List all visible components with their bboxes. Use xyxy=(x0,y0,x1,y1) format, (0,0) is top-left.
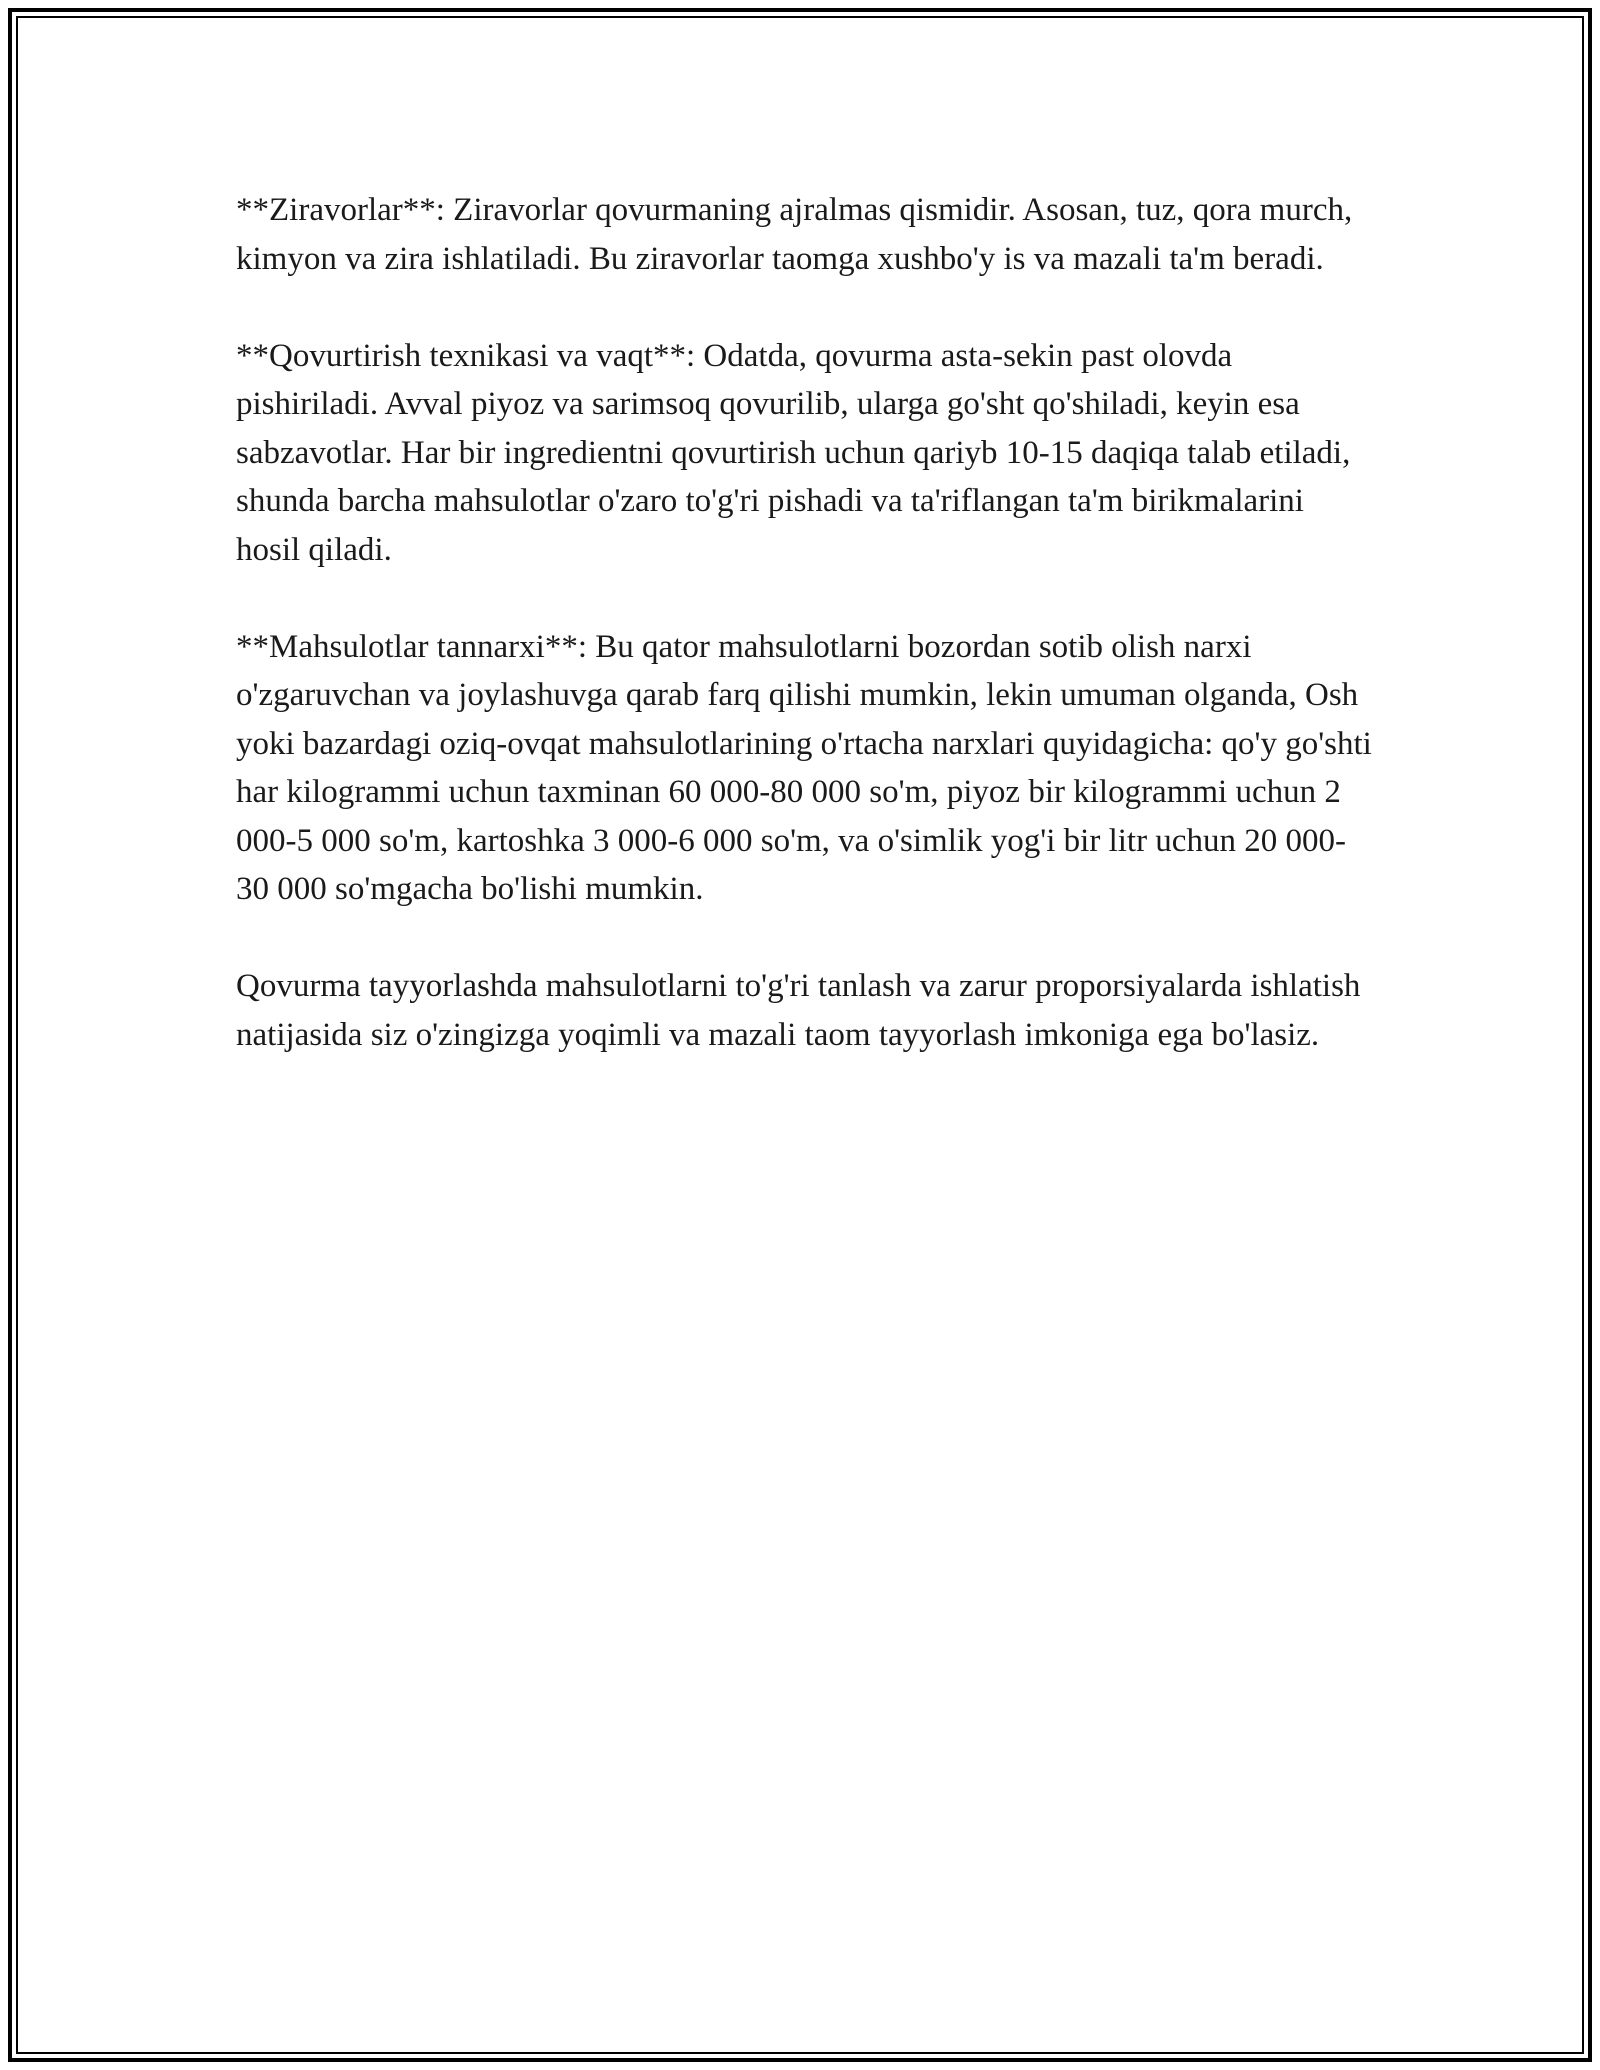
paragraph-conclusion: Qovurma tayyorlashda mahsulotlarni to'g'ri tanlash va zarur proporsiyalarda ishlatish natijasida siz o'zingizga yoqimli va mazali taom tayyorlash imkoniga ega bo'lasiz. xyxy=(236,968,1361,1053)
document-body xyxy=(236,186,1376,1059)
paragraph-frying-technique: **Qovurtirish texnikasi va vaqt**: Odatda, qovurma asta-sekin past olovda pishiriladi. Avval piyoz va sarimsoq qovurilib, ularga go'sht qo'shiladi, keyin esa sabzavotlar. Har bir ingredientni qovurtirish uchun qariyb 10-15 daqiqa talab etiladi, shunda barcha mahsulotlar o'zaro to'g'ri pishadi va ta'riflangan ta'm birikmalarini hosil qiladi. xyxy=(236,337,1351,568)
paragraph-product-cost: **Mahsulotlar tannarxi**: Bu qator mahsulotlarni bozordan sotib olish narxi o'zgaruvchan va joylashuvga qarab farq qilishi mumkin, lekin umuman olganda, Osh yoki bazardagi oziq-ovqat mahsulotlarining o'rtacha narxlari quyidagicha: qo'y go'shti har kilogrammi uchun taxminan 60 000-80 000 so'm, piyoz bir kilogrammi uchun 2 000-5 000 so'm, kartoshka 3 000-6 000 so'm, va o'simlik yog'i bir litr uchun 20 000-30 000 so'mgacha bo'lishi mumkin. xyxy=(236,628,1372,907)
paragraph-spices: **Ziravorlar**: Ziravorlar qovurmaning ajralmas qismidir. Asosan, tuz, qora murch, kimyon va zira ishlatiladi. Bu ziravorlar taomga xushbo'y is va mazali ta'm beradi. xyxy=(236,192,1353,277)
